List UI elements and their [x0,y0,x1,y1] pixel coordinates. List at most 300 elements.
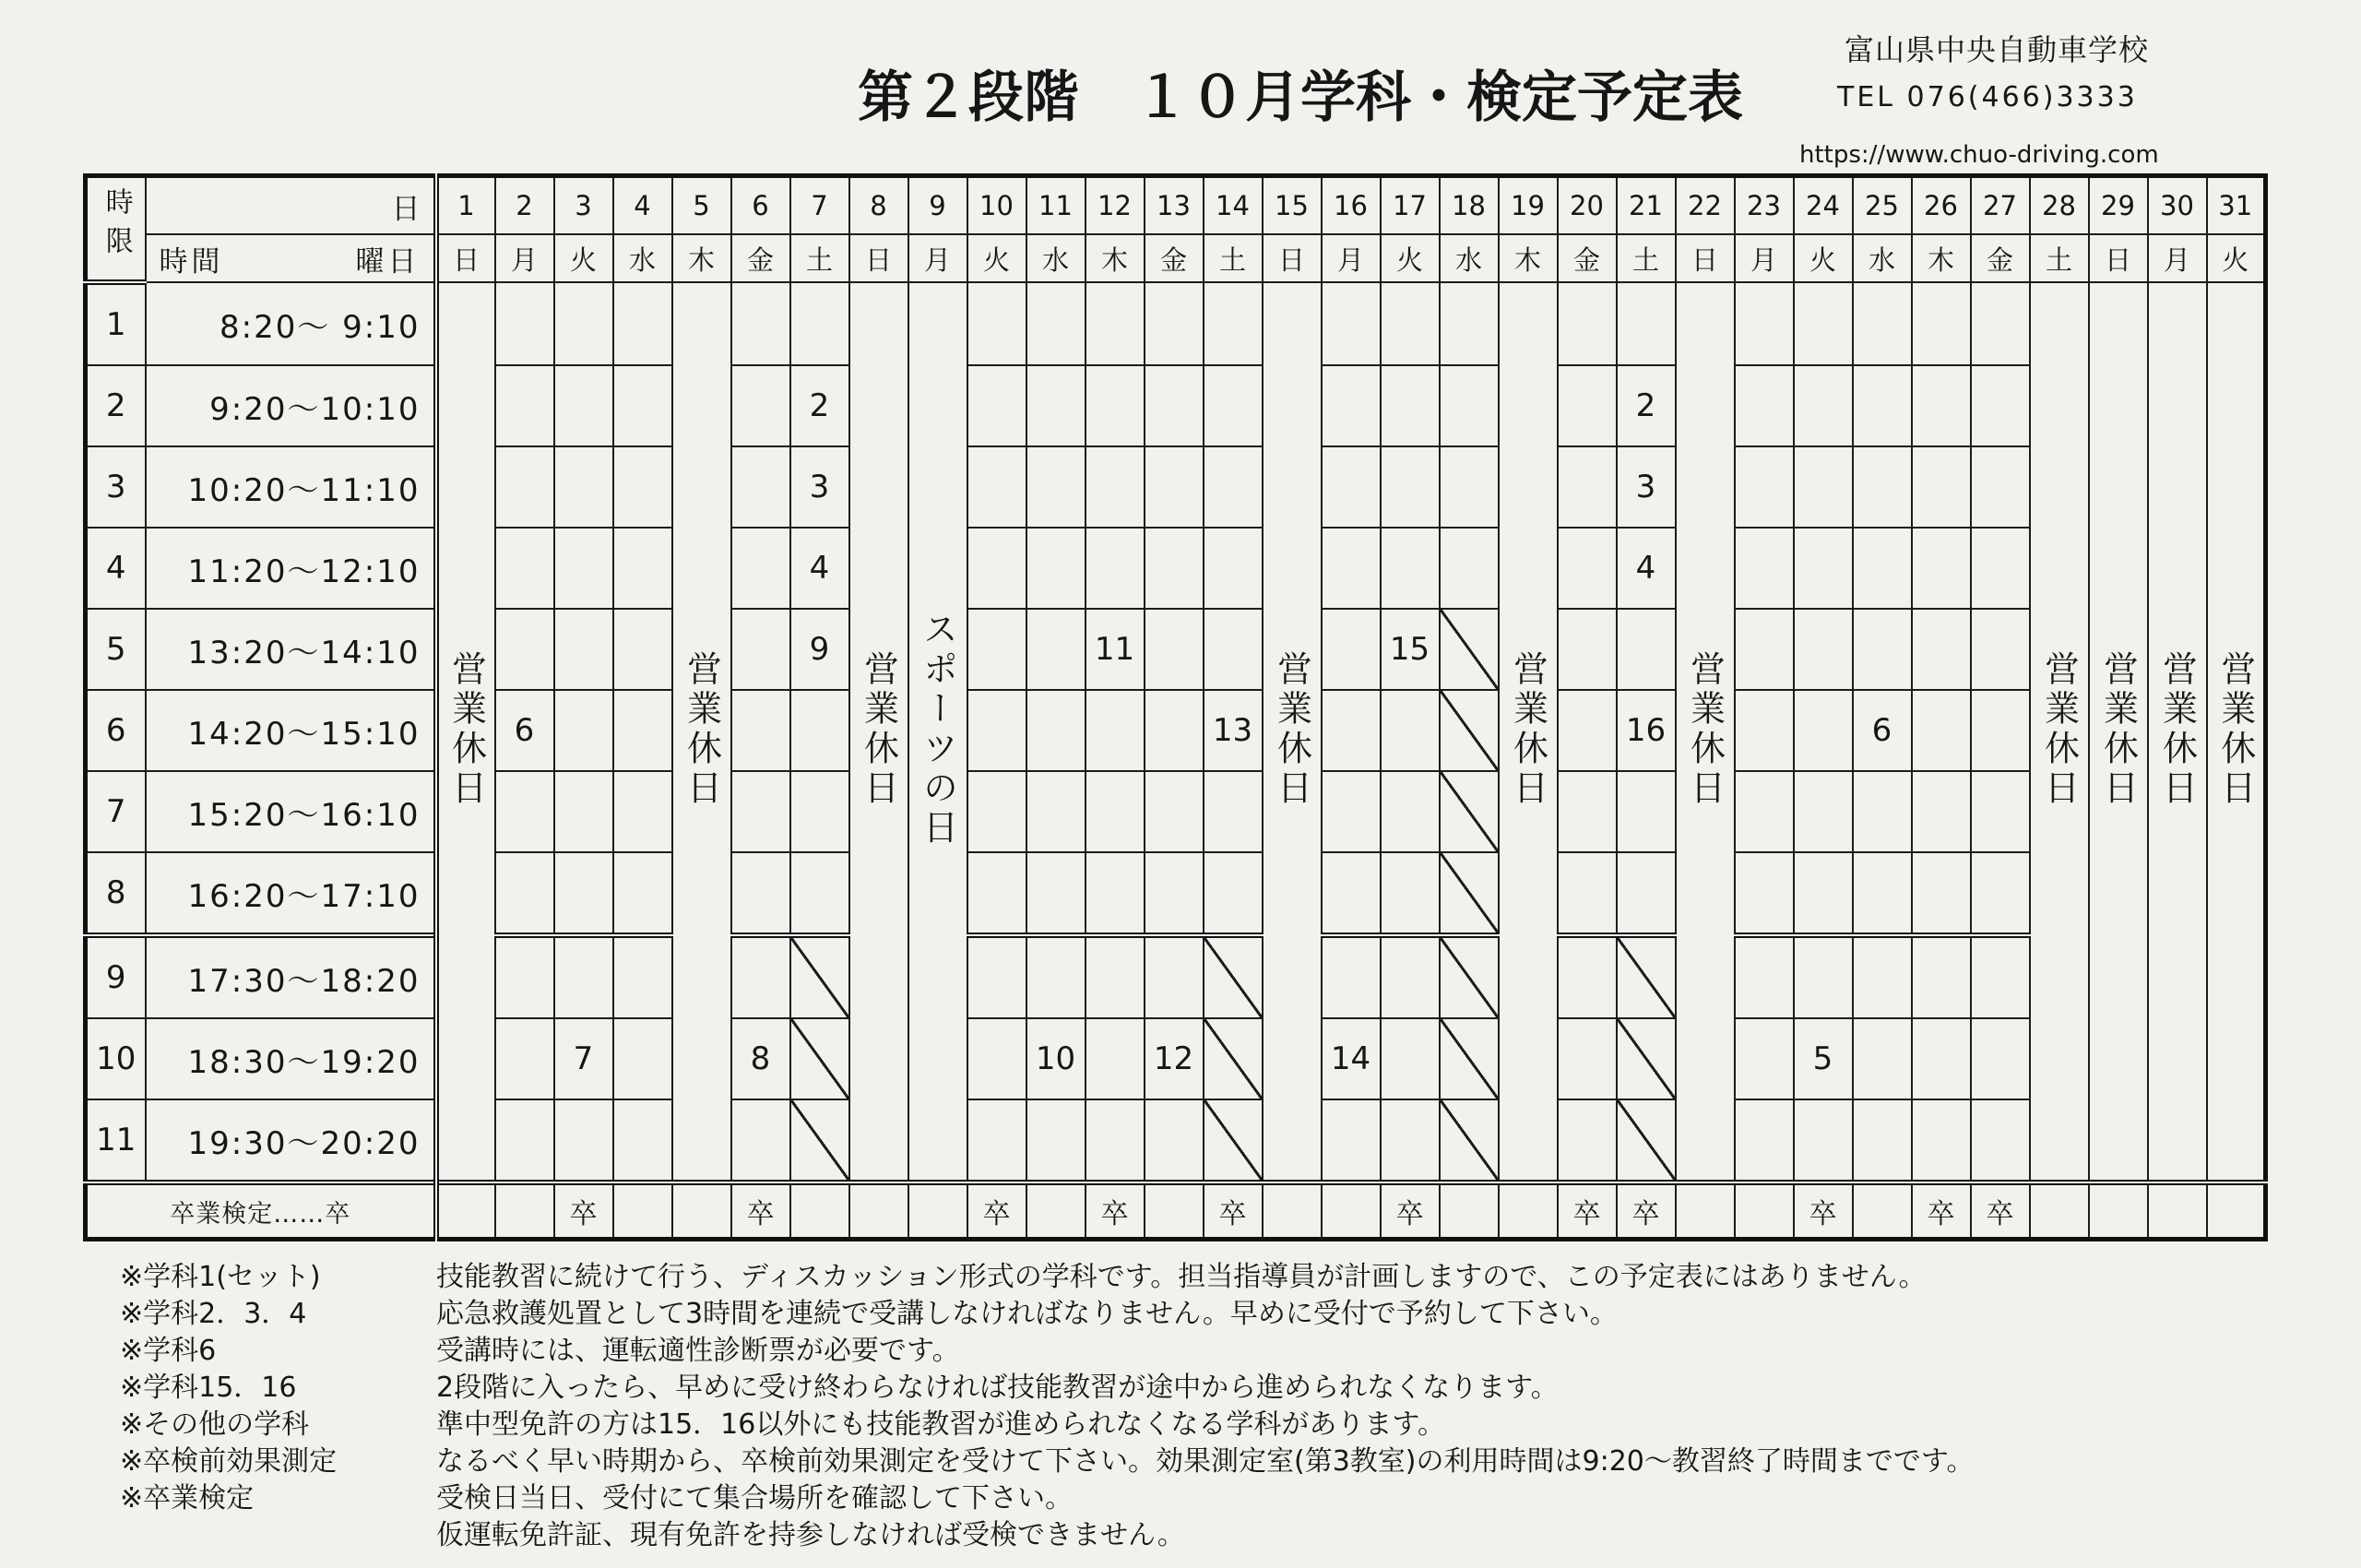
lesson-entry: 8 [731,1018,790,1099]
note-item [120,1370,1974,1407]
day-number: 7 [790,176,849,235]
weekday: 月 [495,234,554,282]
weekday: 水 [1440,234,1499,282]
empty-slot [613,446,672,528]
exam-empty [1499,1182,1558,1240]
empty-slot [1853,609,1912,690]
empty-slot [1794,528,1853,609]
closed-day-label: スポーツの日 [917,611,958,849]
weekday: 水 [613,234,672,282]
note-line: 受検日当日、受付にて集合場所を確認して下さい。 [436,1482,1073,1515]
exam-empty [1735,1182,1794,1240]
schedule-table [83,173,2268,1241]
empty-slot [1853,528,1912,609]
empty-slot [1086,446,1145,528]
empty-slot [1971,690,2030,771]
weekday: 日 [436,234,495,282]
empty-slot [1971,1018,2030,1099]
empty-slot [1322,446,1381,528]
empty-slot [1086,1099,1145,1182]
period-row [86,852,2266,935]
weekday-label: 曜日 [355,244,421,279]
empty-slot [1735,446,1794,528]
exam-empty [1322,1182,1381,1240]
empty-slot [967,1018,1026,1099]
school-tel: TEL 076(466)3333 [1837,81,2138,113]
closed-day-label: 営業休日 [1507,650,1548,809]
note-item [120,1407,1974,1443]
lesson-entry: 2 [790,365,849,446]
empty-slot [1971,365,2030,446]
empty-slot [613,690,672,771]
empty-slot [731,609,790,690]
empty-slot [1735,1099,1794,1182]
note-text [436,1443,1974,1480]
empty-slot [1912,690,1971,771]
empty-slot [1204,446,1263,528]
closed-day-label: 営業休日 [681,650,722,809]
weekday: 木 [1499,234,1558,282]
note-line: 仮運転免許証、現有免許を持参しなければ受検できません。 [436,1519,1185,1551]
period-number: 10 [86,1018,146,1099]
note-label: ※学科15．16 [120,1372,297,1404]
lesson-entry: 13 [1204,690,1263,771]
weekday: 月 [908,234,967,282]
period-time: 16:20〜17:10 [146,852,436,935]
school-name: 富山県中央自動車学校 [1845,32,2150,67]
empty-slot [1853,1099,1912,1182]
lesson-entry: 6 [1853,690,1912,771]
empty-slot [1912,1099,1971,1182]
exam-empty [908,1182,967,1240]
empty-slot [967,365,1026,446]
empty-slot [1381,1099,1440,1182]
empty-slot [1026,690,1086,771]
weekday: 金 [1558,234,1617,282]
closed-day-label: 営業休日 [2038,650,2080,809]
empty-slot [495,1099,554,1182]
period-time: 10:20〜11:10 [146,446,436,528]
note-item [120,1296,1974,1333]
period-time: 14:20〜15:10 [146,690,436,771]
empty-slot [1912,1018,1971,1099]
note-label: ※その他の学科 [120,1408,310,1441]
exam-label: 卒業検定……卒 [86,1182,436,1240]
exam-empty [1440,1182,1499,1240]
empty-slot [495,935,554,1018]
weekday: 木 [1912,234,1971,282]
empty-slot [613,609,672,690]
day-number: 4 [613,176,672,235]
exam-mark: 卒 [1086,1182,1145,1240]
day-number: 19 [1499,176,1558,235]
empty-slot [1912,528,1971,609]
empty-slot [967,690,1026,771]
empty-slot [1381,282,1440,365]
unavailable-slot [1440,771,1499,852]
period-time: 15:20〜16:10 [146,771,436,852]
lesson-entry: 3 [790,446,849,528]
empty-slot [554,528,613,609]
day-number: 2 [495,176,554,235]
empty-slot [731,852,790,935]
unavailable-slot [1617,1018,1676,1099]
empty-slot [1912,446,1971,528]
day-number: 16 [1322,176,1381,235]
lesson-entry: 14 [1322,1018,1381,1099]
empty-slot [1735,935,1794,1018]
exam-empty [2207,1182,2266,1240]
exam-empty [1676,1182,1735,1240]
empty-slot [1912,852,1971,935]
period-row [86,528,2266,609]
empty-slot [1440,528,1499,609]
empty-slot [1853,365,1912,446]
unavailable-slot [1440,1018,1499,1099]
empty-slot [1322,1099,1381,1182]
empty-slot [1912,771,1971,852]
closed-day-cell [2207,282,2266,1182]
empty-slot [554,446,613,528]
empty-slot [731,365,790,446]
note-item [120,1443,1974,1480]
empty-slot [1558,609,1617,690]
day-number: 28 [2030,176,2089,235]
exam-mark: 卒 [554,1182,613,1240]
note-line: なるべく早い時期から、卒検前効果測定を受けて下さい。効果測定室(第3教室)の利用時間は9:20〜教習終了時間までです。 [436,1445,1975,1478]
empty-slot [1145,528,1204,609]
lesson-entry: 7 [554,1018,613,1099]
day-number: 8 [849,176,908,235]
empty-slot [1145,690,1204,771]
exam-mark: 卒 [1204,1182,1263,1240]
period-time: 11:20〜12:10 [146,528,436,609]
period-header [86,176,146,283]
empty-slot [1381,1018,1440,1099]
unavailable-slot [1440,609,1499,690]
empty-slot [1381,528,1440,609]
time-weekday-labels [147,238,433,279]
note-line: 準中型免許の方は15．16以外にも技能教習が進められなくなる学科があります。 [436,1408,1445,1441]
closed-day-cell [2089,282,2148,1182]
empty-slot [1853,282,1912,365]
empty-slot [1558,1099,1617,1182]
lesson-entry: 5 [1794,1018,1853,1099]
empty-slot [1381,935,1440,1018]
period-row [86,365,2266,446]
empty-slot [613,852,672,935]
weekday: 木 [1086,234,1145,282]
period-row [86,690,2266,771]
empty-slot [1735,690,1794,771]
empty-slot [1381,446,1440,528]
note-line: 応急救護処置として3時間を連続で受講しなければなりません。早めに受付で予約して下さい。 [436,1298,1618,1330]
day-number: 22 [1676,176,1735,235]
weekday: 水 [1853,234,1912,282]
weekday: 木 [672,234,731,282]
note-text [436,1296,1618,1333]
closed-day-label: 営業休日 [1684,650,1726,809]
weekday: 金 [1145,234,1204,282]
unavailable-slot [1440,852,1499,935]
day-number: 26 [1912,176,1971,235]
empty-slot [554,771,613,852]
exam-mark: 卒 [1971,1182,2030,1240]
empty-slot [1026,528,1086,609]
lesson-entry: 12 [1145,1018,1204,1099]
period-number: 8 [86,852,146,935]
empty-slot [731,935,790,1018]
exam-empty [436,1182,495,1240]
exam-empty [2089,1182,2148,1240]
empty-slot [1086,771,1145,852]
note-item [120,1480,1974,1554]
empty-slot [1794,282,1853,365]
empty-slot [613,935,672,1018]
period-number: 5 [86,609,146,690]
exam-empty [849,1182,908,1240]
table-header [86,176,2266,283]
empty-slot [1912,365,1971,446]
day-number: 23 [1735,176,1794,235]
day-number: 21 [1617,176,1676,235]
note-text [436,1480,1185,1554]
period-time: 17:30〜18:20 [146,935,436,1018]
weekday: 日 [1263,234,1322,282]
empty-slot [495,365,554,446]
empty-slot [1912,282,1971,365]
lesson-entry: 3 [1617,446,1676,528]
exam-mark: 卒 [1912,1182,1971,1240]
empty-slot [1381,690,1440,771]
empty-slot [1086,935,1145,1018]
time-weekday-header [146,234,436,282]
closed-day-cell [2030,282,2089,1182]
empty-slot [1617,609,1676,690]
unavailable-slot [1440,935,1499,1018]
closed-day-cell [436,282,495,1182]
period-row [86,282,2266,365]
empty-slot [554,935,613,1018]
lesson-entry: 15 [1381,609,1440,690]
empty-slot [1086,528,1145,609]
weekday: 月 [1735,234,1794,282]
empty-slot [1204,528,1263,609]
empty-slot [1794,446,1853,528]
empty-slot [1558,1018,1617,1099]
empty-slot [1735,609,1794,690]
empty-slot [731,282,790,365]
header-row-weekday [86,234,2266,282]
note-item [120,1259,1974,1296]
day-number: 13 [1145,176,1204,235]
period-number: 1 [86,282,146,365]
empty-slot [1558,690,1617,771]
closed-day-cell [1263,282,1322,1182]
empty-slot [554,365,613,446]
day-label: 日 [391,192,421,226]
closed-day-cell [1499,282,1558,1182]
unavailable-slot [1204,935,1263,1018]
weekday: 火 [1381,234,1440,282]
empty-slot [1912,609,1971,690]
period-number: 7 [86,771,146,852]
empty-slot [1558,852,1617,935]
empty-slot [554,852,613,935]
lesson-entry: 6 [495,690,554,771]
empty-slot [1145,446,1204,528]
exam-empty [495,1182,554,1240]
unavailable-slot [1440,1099,1499,1182]
empty-slot [1735,1018,1794,1099]
empty-slot [495,528,554,609]
closed-day-label: 営業休日 [858,650,899,809]
period-time: 8:20〜 9:10 [146,282,436,365]
note-text [436,1259,1927,1296]
empty-slot [495,609,554,690]
empty-slot [1735,771,1794,852]
empty-slot [1794,771,1853,852]
closed-day-label: 営業休日 [445,650,487,809]
empty-slot [731,1099,790,1182]
period-row [86,1099,2266,1182]
empty-slot [790,282,849,365]
empty-slot [1322,771,1381,852]
empty-slot [967,528,1026,609]
empty-slot [790,771,849,852]
day-header-cell [146,176,436,235]
empty-slot [1971,852,2030,935]
exam-empty [790,1182,849,1240]
exam-empty [672,1182,731,1240]
day-number: 9 [908,176,967,235]
empty-slot [1735,282,1794,365]
empty-slot [1735,852,1794,935]
lesson-entry: 2 [1617,365,1676,446]
notes-section [120,1259,1974,1554]
empty-slot [1381,852,1440,935]
empty-slot [1026,365,1086,446]
empty-slot [1735,365,1794,446]
unavailable-slot [1204,1018,1263,1099]
day-number: 12 [1086,176,1145,235]
period-number: 3 [86,446,146,528]
closed-day-cell [849,282,908,1182]
empty-slot [495,771,554,852]
empty-slot [1145,771,1204,852]
note-line: 受講時には、運転適性診断票が必要です。 [436,1335,960,1367]
empty-slot [1794,365,1853,446]
empty-slot [967,1099,1026,1182]
period-number: 4 [86,528,146,609]
unavailable-slot [790,1018,849,1099]
empty-slot [1794,609,1853,690]
exam-mark: 卒 [731,1182,790,1240]
empty-slot [1086,852,1145,935]
empty-slot [1853,852,1912,935]
empty-slot [1853,771,1912,852]
period-header-label: 時限 [100,186,133,265]
closed-day-label: 営業休日 [2214,650,2256,809]
period-time: 19:30〜20:20 [146,1099,436,1182]
empty-slot [967,446,1026,528]
note-item [120,1333,1974,1370]
exam-empty [1026,1182,1086,1240]
note-line: 2段階に入ったら、早めに受け終わらなければ技能教習が途中から進められなくなります。 [436,1372,1559,1404]
empty-slot [554,690,613,771]
empty-slot [1204,609,1263,690]
empty-slot [1794,935,1853,1018]
empty-slot [613,528,672,609]
empty-slot [1617,852,1676,935]
empty-slot [1145,1099,1204,1182]
empty-slot [1145,282,1204,365]
unavailable-slot [1440,690,1499,771]
exam-empty [1853,1182,1912,1240]
unavailable-slot [1617,1099,1676,1182]
closed-day-cell [2148,282,2207,1182]
weekday: 火 [967,234,1026,282]
closed-day-cell [908,282,967,1182]
empty-slot [1381,771,1440,852]
empty-slot [1145,852,1204,935]
empty-slot [1145,365,1204,446]
weekday: 日 [849,234,908,282]
empty-slot [1026,609,1086,690]
exam-empty [613,1182,672,1240]
weekday: 土 [2030,234,2089,282]
empty-slot [1322,935,1381,1018]
empty-slot [967,282,1026,365]
empty-slot [1558,935,1617,1018]
empty-slot [1558,282,1617,365]
empty-slot [967,935,1026,1018]
note-label: ※卒業検定 [120,1482,255,1515]
table-body [86,282,2266,1240]
empty-slot [1794,690,1853,771]
lesson-entry: 11 [1086,609,1145,690]
empty-slot [1794,1099,1853,1182]
unavailable-slot [1617,935,1676,1018]
day-number: 25 [1853,176,1912,235]
exam-empty [2030,1182,2089,1240]
exam-empty [1145,1182,1204,1240]
weekday: 火 [2207,234,2266,282]
note-label: ※卒検前効果測定 [120,1445,338,1478]
period-time: 9:20〜10:10 [146,365,436,446]
exam-row [86,1182,2266,1240]
note-text [436,1333,960,1370]
day-number: 18 [1440,176,1499,235]
day-number: 11 [1026,176,1086,235]
weekday: 日 [1676,234,1735,282]
empty-slot [731,528,790,609]
lesson-entry: 10 [1026,1018,1086,1099]
day-number: 15 [1263,176,1322,235]
empty-slot [1853,935,1912,1018]
day-number: 1 [436,176,495,235]
empty-slot [554,282,613,365]
exam-mark: 卒 [1558,1182,1617,1240]
day-number: 10 [967,176,1026,235]
empty-slot [1440,282,1499,365]
weekday: 土 [790,234,849,282]
empty-slot [1971,771,2030,852]
empty-slot [1086,690,1145,771]
empty-slot [1971,935,2030,1018]
note-text [436,1407,1445,1443]
empty-slot [1026,1099,1086,1182]
